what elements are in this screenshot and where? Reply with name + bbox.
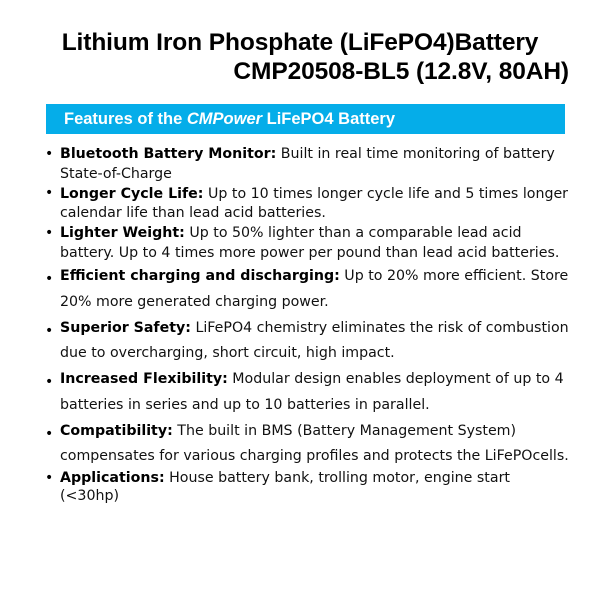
feature-label: Increased Flexibility: [60, 371, 228, 388]
page-title [0, 28, 600, 86]
feature-label: Bluetooth Battery Monitor: [60, 146, 277, 162]
feature-item [36, 419, 572, 470]
feature-label: Longer Cycle Life: [60, 185, 204, 202]
feature-text: Modular design enables deployment of up to 4 batteries in series and up to 10 batteries in parallel. [60, 371, 564, 413]
feature-text: Up to 50% lighter than a comparable lead acid battery. Up to 4 times more power per pound than lead acid batteries. [60, 225, 560, 261]
feature-text: House battery bank, trolling motor, engine start (<30hp) [60, 470, 510, 504]
feature-label: Superior Safety: [60, 319, 191, 336]
feature-item [36, 316, 572, 367]
feature-item [36, 470, 572, 505]
feature-label: Applications: [60, 470, 165, 487]
feature-text: LiFePO4 chemistry eliminates the risk of combustion due to overcharging, short circuit, high impact. [60, 319, 569, 362]
feature-text: Built in real time monitoring of battery State-of-Charge [60, 146, 555, 182]
banner-suffix: LiFePO4 Battery [262, 110, 396, 128]
page-title-line-1: Lithium Iron Phosphate (LiFePO4)Battery [61, 29, 539, 56]
features-banner [46, 104, 565, 134]
feature-item [36, 185, 572, 224]
feature-text: Up to 20% more efficient. Store 20% more generated charging power. [60, 268, 569, 310]
feature-text: Up to 10 times longer cycle life and 5 times longer calendar life than lead acid batteries. [60, 185, 569, 222]
features-banner-text [46, 110, 395, 128]
feature-text: The built in BMS (Battery Management System) compensates for various charging profiles and protects the LiFePOcells. [60, 422, 569, 465]
feature-label: Efficient charging and discharging: [60, 268, 340, 285]
feature-label: Compatibility: [60, 422, 173, 439]
banner-brand-name: CMPower [186, 110, 263, 128]
feature-item [36, 224, 572, 263]
feature-item [36, 264, 572, 315]
feature-item [36, 145, 572, 184]
features-list [0, 145, 600, 506]
feature-label: Lighter Weight: [60, 225, 185, 242]
page-title-line-2: CMP20508-BL5 (12.8V, 80AH) [233, 58, 569, 85]
feature-item [36, 367, 572, 418]
banner-prefix: Features of the [64, 110, 187, 128]
